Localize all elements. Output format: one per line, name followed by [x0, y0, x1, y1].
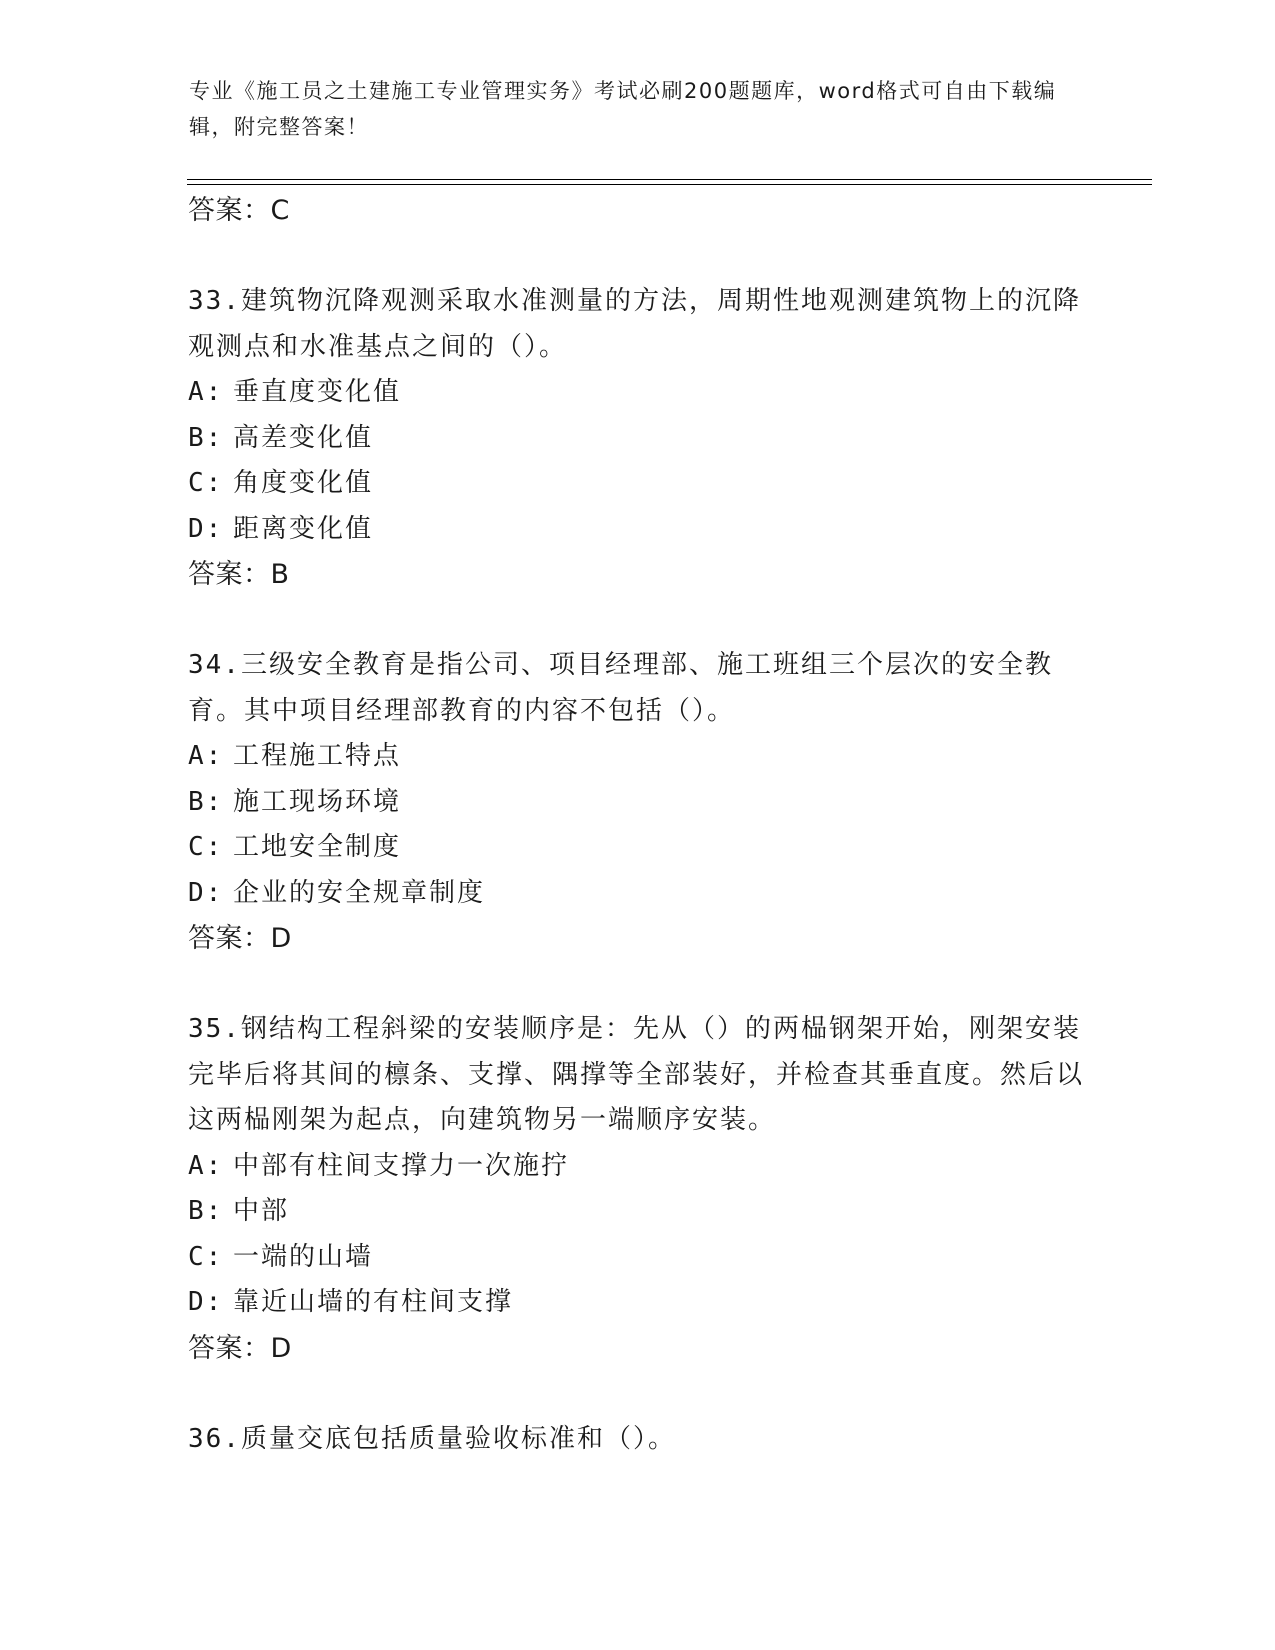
option-letter: A: — [188, 1150, 224, 1181]
option-letter: A: — [188, 741, 224, 771]
option-text: 靠近山墙的有柱间支撑 — [233, 1287, 514, 1317]
question-text: 34.三级安全教育是指公司、项目经理部、施工班组三个层次的安全教育。其中项目经理部教育的内容不包括（）。 — [188, 650, 1053, 726]
option-b — [188, 1189, 1088, 1235]
option-c — [188, 1235, 1088, 1281]
option-c — [188, 825, 1088, 871]
option-letter: D: — [188, 513, 224, 544]
question-block — [188, 1417, 1088, 1463]
document-content — [188, 188, 1088, 1462]
option-letter: C: — [188, 468, 224, 498]
option-text: 工地安全制度 — [233, 832, 402, 862]
option-text: 角度变化值 — [233, 468, 374, 498]
question-text: 36.质量交底包括质量验收标准和（）。 — [188, 1423, 676, 1454]
option-text: 工程施工特点 — [233, 741, 402, 771]
option-text: 企业的安全规章制度 — [233, 877, 486, 908]
option-d — [188, 507, 1088, 553]
question-block — [188, 643, 1088, 961]
answer-line: 答案：D — [188, 923, 292, 954]
option-text: 距离变化值 — [233, 513, 374, 544]
answer-line: 答案：B — [188, 559, 290, 590]
option-letter: C: — [188, 1241, 224, 1272]
header-rule-bottom — [187, 184, 1152, 185]
option-b — [188, 780, 1088, 826]
question-block — [188, 279, 1088, 597]
option-c — [188, 461, 1088, 507]
page-header: 专业《施工员之土建施工专业管理实务》考试必刷200题题库，word格式可自由下载编辑，附完整答案！ — [189, 79, 1057, 139]
question-text: 35.钢结构工程斜梁的安装顺序是：先从（）的两榀钢架开始，刚架安装完毕后将其间的檩条、支撑、隅撑等全部装好，并检查其垂直度。然后以这两榀刚架为起点，向建筑物另一端顺序安装。 — [188, 1014, 1085, 1135]
option-text: 施工现场环境 — [233, 786, 402, 817]
option-letter: B: — [188, 786, 224, 817]
option-letter: D: — [188, 1287, 224, 1317]
option-letter: C: — [188, 832, 224, 862]
option-d — [188, 871, 1088, 917]
option-letter: B: — [188, 422, 224, 453]
option-letter: A: — [188, 377, 224, 407]
option-a — [188, 1144, 1088, 1190]
answer-line: 答案：C — [188, 195, 290, 226]
option-text: 中部有柱间支撑力一次施拧 — [233, 1150, 570, 1181]
option-text: 垂直度变化值 — [233, 377, 402, 407]
option-b — [188, 416, 1088, 462]
question-block — [188, 1007, 1088, 1371]
question-text: 33.建筑物沉降观测采取水准测量的方法，周期性地观测建筑物上的沉降观测点和水准基点之间的（）。 — [188, 286, 1081, 362]
option-a — [188, 734, 1088, 780]
option-text: 中部 — [233, 1196, 290, 1226]
option-letter: B: — [188, 1196, 224, 1226]
header-rule-top — [187, 179, 1152, 180]
option-text: 高差变化值 — [233, 422, 374, 453]
option-d — [188, 1280, 1088, 1326]
option-a — [188, 370, 1088, 416]
answer-line: 答案：D — [188, 1332, 292, 1364]
option-text: 一端的山墙 — [233, 1241, 374, 1272]
option-letter: D: — [188, 877, 224, 908]
